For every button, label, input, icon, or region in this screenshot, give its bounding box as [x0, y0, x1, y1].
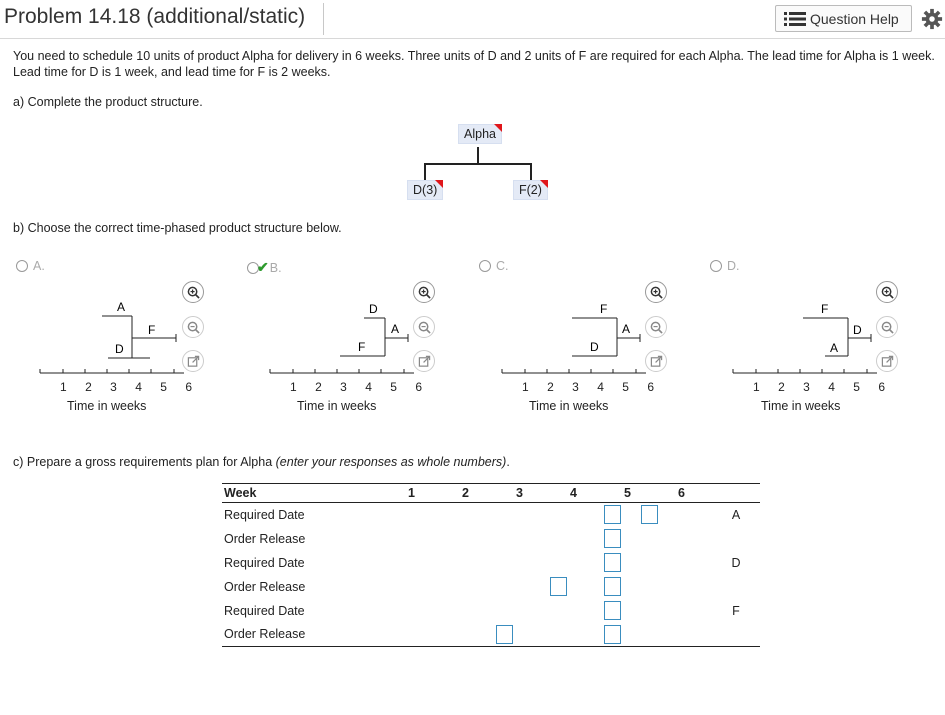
item-col — [692, 484, 760, 503]
answer-input[interactable] — [496, 625, 513, 644]
answer-input[interactable] — [604, 553, 621, 572]
week-col: 3 — [476, 484, 530, 503]
week-cell — [476, 503, 530, 527]
item-label: A — [391, 322, 400, 336]
week-col: 5 — [584, 484, 638, 503]
item-label: D — [590, 340, 599, 354]
week-cell — [476, 527, 530, 551]
week-cell — [530, 575, 584, 599]
item-label: D — [369, 302, 378, 316]
axis-ticks — [40, 369, 174, 373]
week-cell — [422, 575, 476, 599]
flag-marker — [435, 180, 443, 188]
table-row — [222, 575, 760, 599]
item-label: F — [821, 302, 829, 316]
option-c-axis-caption: Time in weeks — [529, 399, 609, 413]
item-label: A — [622, 322, 631, 336]
week-cell — [530, 503, 584, 527]
part-b-prompt: b) Choose the correct time-phased product structure below. — [13, 221, 342, 235]
header-divider — [0, 38, 945, 39]
tree-connector — [477, 147, 479, 163]
row-label: Order Release — [222, 623, 368, 647]
radio-circle — [710, 260, 722, 272]
radio-circle — [479, 260, 491, 272]
option-d-ticks: 1 2 3 4 5 6 — [753, 380, 885, 394]
week-cell — [584, 623, 638, 647]
option-d-label: D. — [727, 259, 740, 273]
zoom-out-icon[interactable] — [182, 316, 204, 338]
option-b-label: B. — [269, 260, 282, 275]
question-text: You need to schedule 10 units of product Alpha for delivery in 6 weeks. Three units of D and 2 units of F are required for each Alpha. The lead time for Alpha is 1 week. Lead time for D is 1 week, and lead time for F is 2 weeks. — [13, 49, 935, 79]
week-cell — [368, 527, 422, 551]
tree-connector — [530, 163, 532, 180]
row-label: Required Date — [224, 555, 305, 570]
week-cell — [638, 623, 692, 647]
item-label: F — [148, 323, 156, 337]
week-cell — [530, 623, 584, 647]
node-alpha[interactable] — [458, 124, 502, 144]
table-row — [222, 599, 760, 623]
answer-input[interactable] — [550, 577, 567, 596]
gear-icon[interactable] — [921, 8, 943, 30]
option-b-axis-caption: Time in weeks — [297, 399, 377, 413]
table-row — [222, 623, 760, 647]
checkmark-icon: ✔ — [257, 259, 269, 275]
week-cell — [530, 551, 584, 575]
answer-input[interactable] — [641, 505, 658, 524]
part-c-prompt: c) Prepare a gross requirements plan for Alpha (enter your responses as whole numbers). — [13, 455, 510, 469]
popout-icon[interactable] — [413, 350, 435, 372]
week-cell — [476, 551, 530, 575]
option-a-axis-caption: Time in weeks — [67, 399, 147, 413]
answer-input[interactable] — [604, 529, 621, 548]
row-label: Order Release — [224, 579, 306, 594]
week-cell — [584, 575, 638, 599]
week-cell — [368, 623, 422, 647]
answer-input[interactable] — [604, 577, 621, 596]
answer-input[interactable] — [604, 625, 621, 644]
radio-circle — [16, 260, 28, 272]
item-label — [692, 575, 760, 599]
week-cell — [584, 599, 638, 623]
page-title: Problem 14.18 (additional/static) — [4, 5, 306, 28]
week-cell — [368, 599, 422, 623]
answer-input[interactable] — [604, 505, 621, 524]
flag-marker — [494, 124, 502, 132]
week-cell — [476, 599, 530, 623]
week-header: Week — [222, 484, 368, 503]
row-label: Order Release — [224, 531, 306, 546]
week-col: 6 — [638, 484, 692, 503]
tree-connector — [424, 163, 532, 165]
zoom-out-icon[interactable] — [645, 316, 667, 338]
week-cell — [422, 503, 476, 527]
item-label: A — [830, 341, 839, 355]
node-alpha-label: Alpha — [464, 127, 496, 141]
title-divider — [323, 3, 324, 35]
zoom-out-icon[interactable] — [876, 316, 898, 338]
option-b-ticks: 1 2 3 4 5 6 — [290, 380, 422, 394]
week-cell — [638, 527, 692, 551]
table-row — [222, 527, 760, 551]
week-cell — [422, 623, 476, 647]
option-d-axis-caption: Time in weeks — [761, 399, 841, 413]
table-row — [222, 551, 760, 575]
popout-icon[interactable] — [182, 350, 204, 372]
flag-marker — [540, 180, 548, 188]
week-cell — [422, 599, 476, 623]
timeline-bars — [102, 316, 176, 358]
item-label — [692, 623, 760, 647]
week-cell — [422, 551, 476, 575]
item-label: F — [358, 340, 366, 354]
zoom-in-icon[interactable] — [182, 281, 204, 303]
item-label: A — [117, 300, 126, 314]
option-d-radio[interactable] — [710, 259, 740, 273]
week-cell — [584, 527, 638, 551]
part-a-prompt: a) Complete the product structure. — [13, 95, 203, 109]
item-label — [692, 527, 760, 551]
row-label: Required Date — [224, 507, 305, 522]
option-a-ticks: 1 2 3 4 5 6 — [60, 380, 192, 394]
question-help-icon — [784, 12, 806, 26]
item-label: F — [600, 302, 608, 316]
gross-requirements-table — [222, 483, 760, 647]
question-help-label: Question Help — [810, 10, 899, 27]
popout-icon[interactable] — [645, 350, 667, 372]
week-cell — [422, 527, 476, 551]
node-d[interactable] — [407, 180, 443, 200]
option-c-label: C. — [496, 259, 509, 273]
week-cell — [530, 599, 584, 623]
answer-input[interactable] — [604, 601, 621, 620]
option-c-chart — [500, 297, 650, 387]
tree-connector — [424, 163, 426, 180]
option-b-chart — [268, 297, 418, 387]
week-col: 4 — [530, 484, 584, 503]
item-label: F — [732, 603, 740, 618]
item-label: A — [731, 507, 741, 522]
zoom-in-icon[interactable] — [876, 281, 898, 303]
week-cell — [638, 575, 692, 599]
week-cell — [584, 503, 638, 527]
table-row — [222, 503, 760, 527]
zoom-in-icon[interactable] — [645, 281, 667, 303]
popout-icon[interactable] — [876, 350, 898, 372]
item-label: D — [115, 342, 124, 356]
week-cell — [638, 599, 692, 623]
option-c-ticks: 1 2 3 4 5 6 — [522, 380, 654, 394]
zoom-in-icon[interactable] — [413, 281, 435, 303]
question-help-button[interactable] — [775, 5, 912, 32]
week-cell — [638, 551, 692, 575]
week-col: 2 — [422, 484, 476, 503]
node-f[interactable] — [513, 180, 548, 200]
week-cell — [368, 551, 422, 575]
option-a-chart — [38, 297, 188, 387]
option-a-label: A. — [33, 259, 45, 273]
item-label: D — [731, 555, 741, 570]
node-f-label: F(2) — [519, 183, 542, 197]
table-header-row — [222, 484, 760, 503]
option-b-radio[interactable] — [247, 259, 282, 276]
week-cell — [584, 551, 638, 575]
zoom-out-icon[interactable] — [413, 316, 435, 338]
week-cell — [476, 623, 530, 647]
option-c-radio[interactable] — [479, 259, 509, 273]
row-label: Required Date — [224, 603, 305, 618]
week-col: 1 — [368, 484, 422, 503]
week-cell — [638, 503, 692, 527]
week-cell — [368, 575, 422, 599]
week-cell — [530, 527, 584, 551]
week-cell — [476, 575, 530, 599]
node-d-label: D(3) — [413, 183, 438, 197]
option-d-chart — [731, 297, 881, 387]
option-a-radio[interactable] — [16, 259, 45, 273]
week-cell — [368, 503, 422, 527]
item-label: D — [853, 323, 862, 337]
